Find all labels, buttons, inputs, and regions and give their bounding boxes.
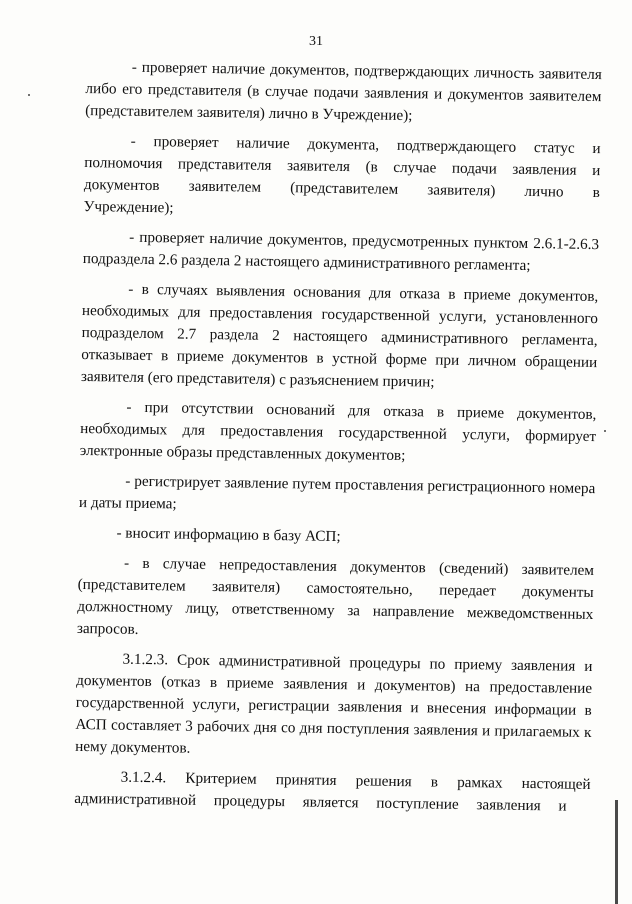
scan-speck	[604, 430, 606, 432]
paragraph-enter-database: - вносит информацию в базу АСП;	[116, 524, 341, 546]
paragraph-procedure-term: 3.1.2.3. Срок административной процедуры по приему заявления и документов (отказ в приеме заявления и документов) на предоставление государственной услуги, регистрации заявления и внесения информации в АСП составляет 3 рабочих дня со дня поступления заявления и прилагаемых к нему документов.	[75, 650, 593, 757]
document-body	[74, 56, 602, 826]
paragraph-decision-criterion: 3.1.2.4. Критерием принятия решения в рамках настоящей административной процедуры является поступление заявления и	[74, 768, 591, 815]
paragraph-transfer-documents: - в случае непредоставления документов (сведений) заявителем (представителем заявителя) самостоятельно, передает документы должностному лицу, ответственному за направление межведомственных запросов.	[76, 554, 595, 638]
paragraph-refusal-grounds: - в случаях выявления основания для отказа в приеме документов, необходимых для предоставления государственной услуги, установленного подразделом 2.7 раздела 2 настоящего административного регламента, отказывает в приеме документов в устной форме при личном обращении заявителя (его представителя) с разъяснением причин;	[80, 280, 599, 391]
scan-speck	[28, 94, 30, 96]
paragraph-register-application: - регистрирует заявление путем проставления регистрационного номера и даты приема;	[78, 472, 596, 513]
paragraph-check-identity: - проверяет наличие документов, подтверждающих личность заявителя либо его представителя (в случае подачи заявления и документов заявителем (представителем заявителя) лично в Учреждение);	[85, 58, 602, 125]
paragraph-check-documents: - проверяет наличие документов, предусмотренных пунктом 2.6.1-2.6.3 подраздела 2.6 раздела 2 настоящего административного регламента;	[82, 228, 600, 275]
page-number: 31	[309, 34, 323, 49]
paragraph-electronic-images: - при отсутствии оснований для отказа в приеме документов, необходимых для предоставления государственной услуги, формирует электронные образы представленных документов;	[79, 398, 597, 465]
scan-edge-mark	[615, 800, 618, 904]
paragraph-check-authority: - проверяет наличие документа, подтверждающего статус и полномочия представителя заявителя (в случае подачи заявления и документов заявителем (представителем заявителя) лично в Учреждение);	[83, 132, 601, 217]
